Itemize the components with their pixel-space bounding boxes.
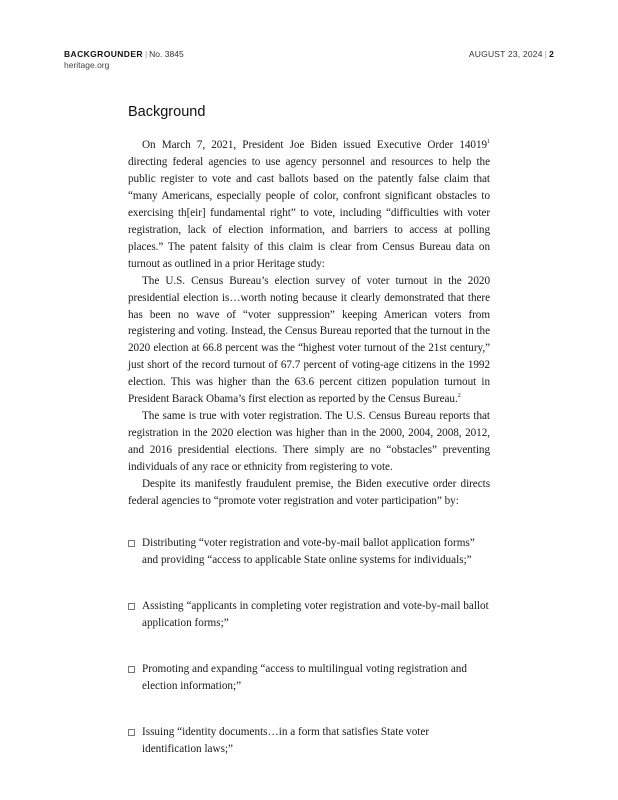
page-number: 2	[549, 49, 554, 59]
block-quote	[128, 273, 490, 409]
list-item	[128, 535, 490, 569]
report-date: AUGUST 23, 2024	[468, 49, 543, 59]
article-body	[128, 103, 490, 787]
report-number: No. 3845	[149, 49, 184, 59]
square-bullet-icon	[128, 729, 135, 736]
section-title: Background	[128, 104, 206, 120]
square-bullet-icon	[128, 540, 135, 547]
paragraph	[128, 476, 490, 510]
list-item	[128, 661, 490, 695]
list-item	[128, 724, 490, 758]
paragraph	[128, 137, 490, 273]
footnote-ref[interactable]: 2	[457, 393, 461, 400]
header-separator: |	[144, 49, 148, 59]
paragraph-text: directing federal agencies to use agency personnel and resources to help the public register to vote and cast ballots based on the patently false claim that “many Americans, especially people of color, confront significant obstacles to exercising th[eir] fundamental right” to vote, including “difficulties with voter registration, lack of election information, and barriers to access at polling places.” The patent falsity of this claim is clear from Census Bureau data on turnout as outlined in a prior Heritage study:	[128, 155, 490, 270]
paragraph-text: The U.S. Census Bureau’s election survey of voter turnout in the 2020 presidential election is…worth noting because it clearly demonstrated that there has been no wave of “voter suppression” keeping American voters from registering and voting. Instead, the Census Bureau reported that the turnout in the 2020 election at 66.8 percent was the “highest voter turnout of the 21st century,” just short of the record turnout of 67.7 percent of voting-age citizens in the 1992 election. This was higher than the 63.6 percent citizen population turnout in President Barack Obama’s first election as reported by the Census Bureau.	[128, 274, 490, 406]
paragraph-text: Despite its manifestly fraudulent premise, the Biden executive order directs federal agencies to “promote voter registration and voter participation” by:	[128, 478, 490, 508]
list-item-text: Assisting “applicants in completing voter registration and vote-by-mail ballot application forms;”	[142, 599, 489, 629]
square-bullet-icon	[128, 666, 135, 673]
list-item	[128, 598, 490, 632]
list-item-text: Promoting and expanding “access to multilingual voting registration and election information;”	[142, 662, 467, 692]
list-item-text: Issuing “identity documents…in a form that satisfies State voter identification laws;”	[142, 725, 430, 755]
paragraph	[128, 408, 490, 476]
header-right	[469, 49, 554, 60]
list-item-text: Distributing “voter registration and vote-by-mail ballot application forms” and providing “access to applicable State online systems for individuals;”	[142, 536, 475, 566]
footnote-ref[interactable]: 1	[487, 139, 490, 145]
paragraph-text: On March 7, 2021, President Joe Biden issued Executive Order 14019	[142, 139, 488, 151]
paragraph-text: The same is true with voter registration. The U.S. Census Bureau reports that registration in the 2020 election was higher than in the 2000, 2004, 2008, 2012, and 2016 presidential elections. There simply are no “obstacles” preventing individuals of any race or ethnicity from registering to vote.	[128, 410, 490, 474]
bullet-list	[128, 535, 490, 758]
series-name: BACKGROUNDER	[64, 49, 143, 59]
square-bullet-icon	[128, 603, 135, 610]
site-url: heritage.org	[64, 60, 110, 70]
header-left	[64, 49, 184, 71]
header-separator: |	[544, 49, 548, 59]
